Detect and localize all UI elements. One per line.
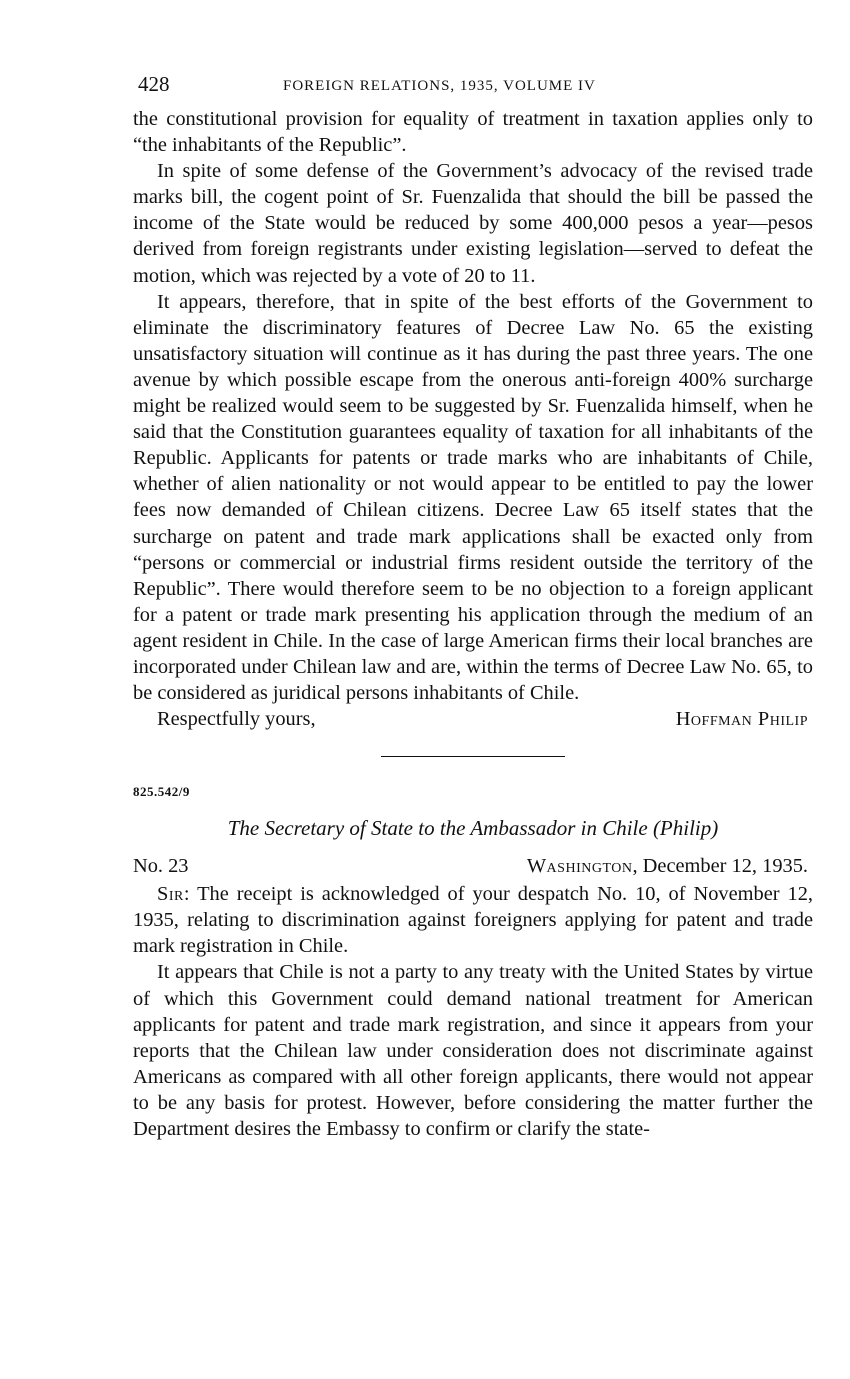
- document-page: [133, 70, 813, 1142]
- paragraph-decree-law: It appears, therefore, that in spite of the best efforts of the Government to eliminate the discriminatory features of Decree Law No. 65 the existing unsatisfactory situation will continue as it has during the past three years. The one avenue by which possible escape from the onerous anti-foreign 400% surcharge might be realized would seem to be suggested by Sr. Fuenzalida himself, when he said that the Constitution guarantees equality of taxation for all inhabitants of the Republic. Applicants for patents or trade marks who are inhabitants of Chile, whether of alien nationality or not would appear to be entitled to pay the lower fees now demanded of Chilean citizens. Decree Law 65 itself states that the surcharge on patent and trade mark applications shall be exacted only from “persons or commercial or industrial firms resident outside the territory of the Republic”. There would therefore seem to be no objection to a foreign applicant for a patent or trade mark presenting his application through the medium of an agent resident in Chile. In the case of large American firms their local branches are incorporated under Chilean law and are, within the terms of Decree Law No. 65, to be considered as juridical persons inhabitants of Chile.: [133, 290, 813, 705]
- despatch-number: No. 23: [133, 855, 189, 878]
- salutation: Sir: [157, 883, 184, 906]
- date: , December 12, 1935.: [632, 855, 808, 878]
- page-header: [133, 70, 813, 106]
- document-title: The Secretary of State to the Ambassador in Chile (Philip): [227, 816, 719, 841]
- paragraph-treaty: It appears that Chile is not a party to any treaty with the United States by virtue of which this Government could demand national treatment for American applicants for patent and trade mark registration, and since it appears from your reports that the Chilean law under consideration does not discriminate against Americans as compared with all other foreign applicants, there would not appear to be any basis for protest. However, before considering the matter further the Department desires the Embassy to confirm or clarify the state-: [133, 961, 813, 1140]
- paragraph-acknowledgement: [133, 881, 813, 959]
- paragraph-continuation: the constitutional provision for equality of treatment in taxation applies only to “the inhabitants of the Republic”.: [133, 108, 813, 157]
- acknowledgement-text: : The receipt is acknowledged of your despatch No. 10, of November 12, 1935, relating to discrimination against foreigners applying for patent and trade mark registration in Chile.: [133, 883, 813, 958]
- complimentary-close: Respectfully yours,: [157, 708, 316, 731]
- file-number: 825.542/9: [133, 784, 190, 800]
- dateline: [133, 853, 813, 881]
- place-and-date: [527, 853, 808, 879]
- page-number: 428: [138, 72, 170, 96]
- paragraph-trade-marks-bill: In spite of some defense of the Government’s advocacy of the revised trade marks bill, the cogent point of Sr. Fuenzalida that should the bill be passed the income of the State would be reduced by some 400,000 pesos a year—pesos derived from foreign registrants under existing legislation—served to defeat the motion, which was rejected by a vote of 20 to 11.: [133, 160, 813, 287]
- running-head: FOREIGN RELATIONS, 1935, VOLUME IV: [283, 78, 596, 94]
- section-divider: [381, 756, 565, 757]
- place: Washington: [526, 855, 633, 878]
- letter-closing: [133, 706, 813, 734]
- signature: Hoffman Philip: [675, 708, 808, 731]
